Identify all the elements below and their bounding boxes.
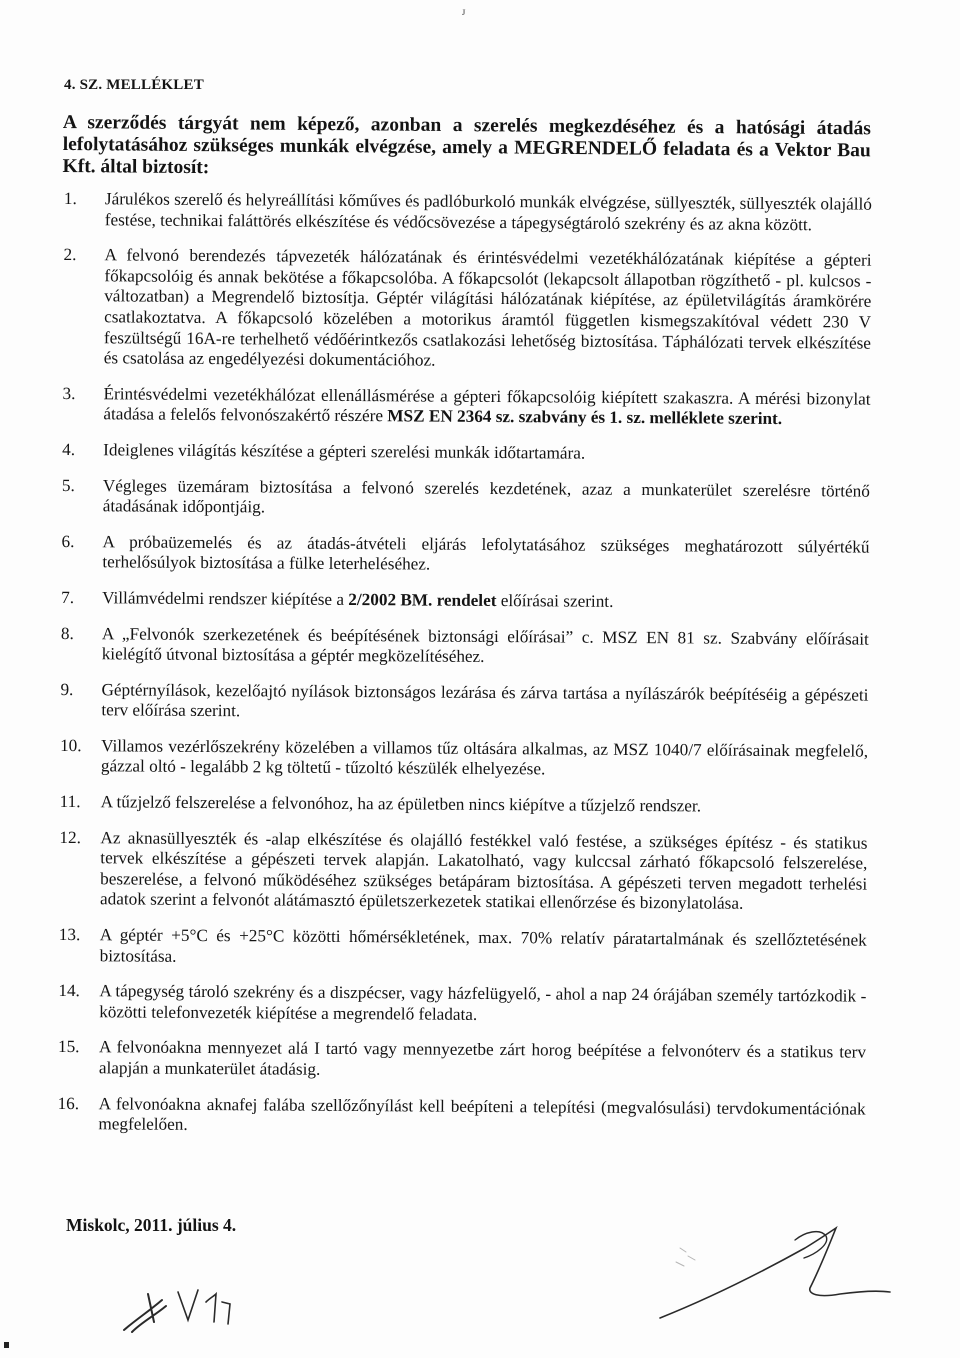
item-text: Villamos vezérlőszekrény közelében a villamos tűz oltására alkalmas, az MSZ 1040/7 előírásainak megfelelő, gázzal oltó - legalább 2 kg töltetű - tűzoltó készülék elhelyezése. [100,736,869,779]
item-text: Végleges üzemáram biztosítása a felvonó szerelés kezdetének, azaz a munkaterület szerelésre történő átadásának időpontjáig. [102,475,870,517]
item-number: 12. [59,827,82,847]
scan-mark: ᴊ [462,4,466,18]
item-number: 3. [62,383,76,403]
item-number: 11. [59,792,81,812]
item-text: A „Felvonók szerkezetének és beépítésének biztonsági előírásai” c. MSZ EN 81 sz. Szabvány előírásait kielégítő útvonal biztosítása a géptér megközelítéséhez. [101,623,869,667]
initials-signature [118,1272,288,1342]
handwritten-signature [640,1218,900,1328]
place-and-date: Miskolc, 2011. július 4. [66,1215,237,1235]
item-number: 6. [61,531,75,551]
item-number: 15. [57,1037,80,1057]
item-text: Érintésvédelmi vezetékhálózat ellenállásmérése a gépteri főkapcsolóig kiépített szakaszra. A mérési bizonylat átadása a felelős felvonószakértő részére [103,384,871,426]
item-text-bold: MSZ EN 2364 sz. szabvány és 1. sz. melléklete szerint. [387,406,783,429]
item-number: 9. [60,679,74,699]
item-number: 7. [61,587,75,607]
requirements-list [57,189,872,1155]
intro-paragraph: A szerződés tárgyát nem képező, azonban a szerelés megkezdéséhez és a hatósági átadás lefolytatásához szükséges munkák elvégzése, amely a MEGRENDELŐ feladata és a Vektor Bau Kft. által biztosít: [62,112,871,179]
list-item [60,736,868,783]
scan-artifact [4,1342,9,1348]
item-text: Villámvédelmi rendszer kiépítése a [102,588,349,609]
item-text: Járulékos szerelő és helyreállítási kőműves és padlóburkoló munkák elvégzése, süllyeszték, süllyeszték olajálló festése, technikai faláttörés elkészítése és védőcsövezése a tápegységtároló szekrény és az akna között. [104,189,872,234]
item-text: A felvonóakna mennyezet alá I tartó vagy mennyezetbe zárt horog beépítése a felvonóterv és a statikus terv alapján a munkaterület átadásig. [98,1037,867,1079]
item-text: A felvonóakna aknafej falába szellőzőnyílást kell beépíteni a telepítési (megvalósulási) tervdokumentációnak megfelelően. [98,1093,866,1135]
item-number: 8. [60,623,74,643]
list-item [58,981,866,1028]
item-number: 5. [61,475,75,495]
item-text: A tápegység tároló szekrény és a diszpécser, vagy házfelügyelő, - ahol a nap 24 órájában személy tartózkodik - közötti telefonvezeték kiépítése a megrendelő feladata. [99,981,867,1024]
item-text: A géptér +5°C és +25°C közötti hőmérsékletének, max. 70% relatív páratartalmának és szellőztetésének biztosítása. [99,925,867,966]
item-text: A próbaüzemelés és az átadás-átvételi eljárás lefolytatásához szükséges meghatározott súlyértékű terhelősúlyok biztosítása a fülke leterheléséhez. [102,531,870,574]
annex-label: 4. SZ. MELLÉKLET [64,77,204,93]
list-item [60,680,868,727]
item-text-bold: 2/2002 BM. rendelet [348,589,497,610]
item-number: 1. [63,189,77,209]
item-number: 16. [57,1093,80,1113]
list-item [61,623,869,670]
list-item [61,588,869,614]
list-item [61,532,869,579]
list-item [59,828,868,916]
item-text: Ideiglenes világítás készítése a gépteri szerelési munkák időtartamára. [103,440,586,463]
item-text: Az aknasüllyeszték és -alap elkészítése és olajálló festékkel való festése, a szükséges építész - és statikus tervek elkészítése a gépészeti tervek alapján. Lakatolható, vagy kulccsal zárható főkapcsoló felszerelése, beszerelése, a felvonó működéséhez szükséges betápáram biztosítása. A gépészeti terven megadott terhelési adatok szerint a felvonót alátámasztó épületszerkezetek statikai ellenőrzése és bizonylatolása. [99,827,868,914]
list-item [62,476,870,523]
list-item [62,384,870,431]
list-item [58,1037,866,1084]
item-text: A felvonó berendezés tápvezeték hálózatának és érintésvédelmi vezetékhálózatának kiépítése a gépteri főkapcsolóig és annak bekötése a főkapcsolóba. A főkapcsolót (lekapcsolt állapotban rögzíthető - pl. kulcsos - változatban) a Megrendelő biztosítja. Géptér világítási hálózatának kiépítése, az épületvilágítás áramkörére csatlakoztatva. A főkapcsoló közelében a motorikus áramtól független kismegszakítóval védett 230 V feszültségű 16A-re terhelhető védőérintkezős csatlakozási lehetőség biztosítása. Táphálózati tervek elkészítése és csatolása az engedélyezési dokumentációhoz. [103,245,872,370]
list-item [59,925,867,972]
item-text: Géptérnyílások, kezelőajtó nyílások biztonságos lezárása és zárva tartása a nyílászárók beépítéséig a gépészeti terv előírása szerint. [101,679,869,721]
item-number: 4. [62,439,76,460]
item-number: 13. [58,925,81,945]
item-number: 2. [63,245,77,265]
list-item [64,189,872,236]
item-text: előírásai szerint. [496,590,614,611]
item-number: 14. [58,981,80,1001]
item-text: A tűzjelző felszerelése a felvonóhoz, ha az épületben nincs kiépítve a tűzjelző rendszer. [100,792,702,816]
list-item [57,1094,865,1141]
list-item [60,792,868,818]
list-item [62,440,870,466]
list-item [63,245,872,374]
item-number: 10. [60,735,82,756]
